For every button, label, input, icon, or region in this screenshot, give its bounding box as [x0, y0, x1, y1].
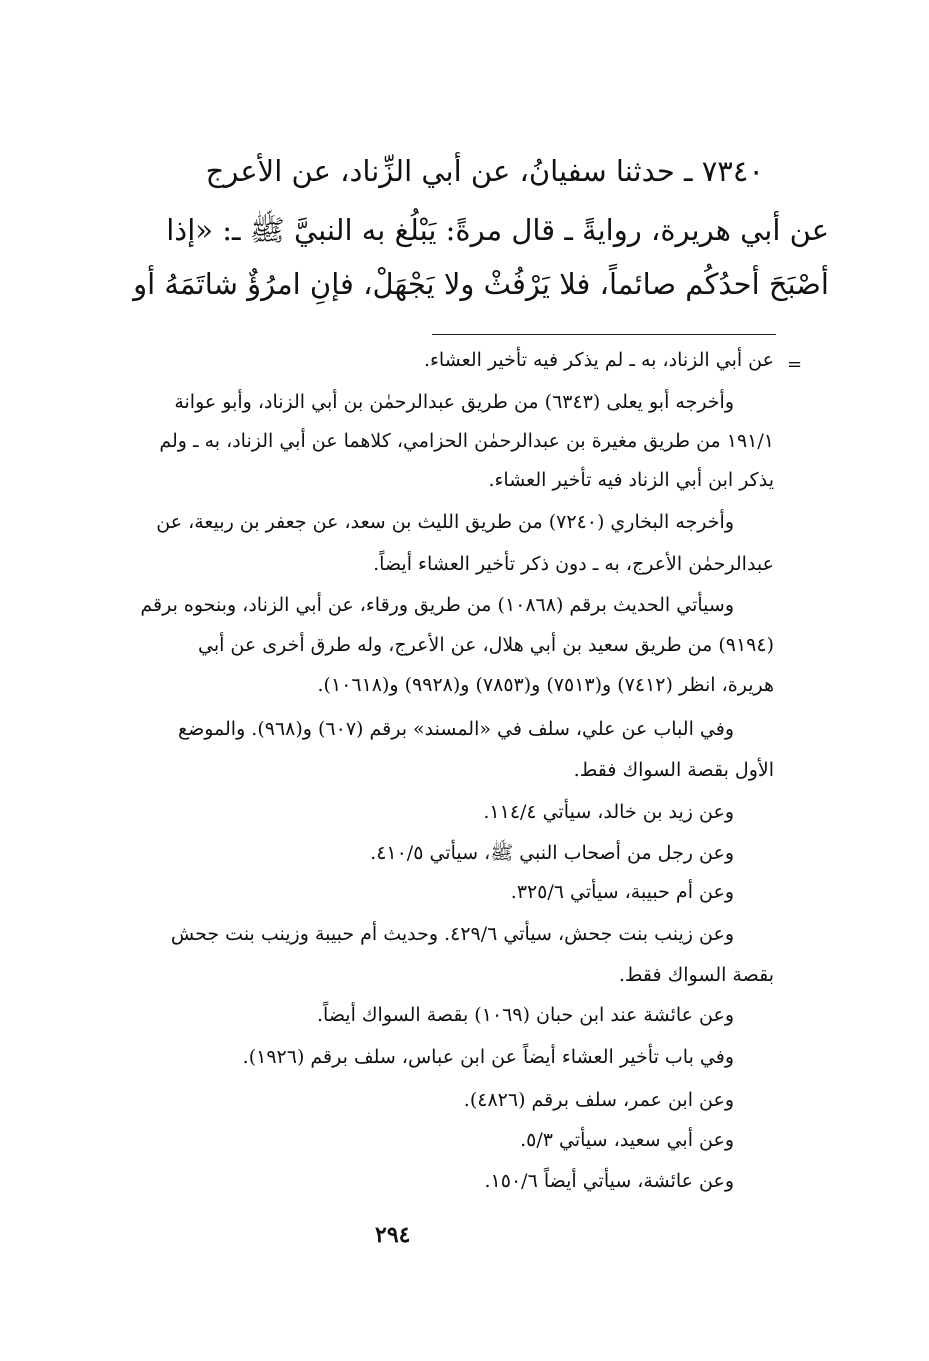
footnote-line: وأخرجه البخاري (٧٢٤٠) من طريق الليث بن سعد، عن جعفر بن ربيعة، عن — [156, 511, 734, 533]
footnote-line: وعن زيد بن خالد، سيأتي ١١٤/٤. — [483, 801, 734, 823]
footnote-line: وعن رجل من أصحاب النبي ﷺ، سيأتي ٤١٠/٥. — [370, 842, 734, 864]
footnote-line: وعن عائشة، سيأتي أيضاً ١٥٠/٦. — [484, 1170, 734, 1192]
footnote-line: وعن ابن عمر، سلف برقم (٤٨٢٦). — [463, 1089, 734, 1111]
footnote-line: ١٩١/١ من طريق مغيرة بن عبدالرحمٰن الحزامي، كلاهما عن أبي الزناد، به ـ ولم — [159, 430, 774, 452]
footnote-line: الأول بقصة السواك فقط. — [573, 759, 774, 781]
footnote-line: عن أبي الزناد، به ـ لم يذكر فيه تأخير العشاء. — [423, 349, 774, 371]
footnote-line: وعن عائشة عند ابن حبان (١٠٦٩) بقصة السواك أيضاً. — [316, 1004, 734, 1026]
footnote-line: بقصة السواك فقط. — [618, 964, 774, 986]
footnote-line: وفي باب تأخير العشاء أيضاً عن ابن عباس، سلف برقم (١٩٢٦). — [242, 1046, 734, 1068]
hadith-line-1: ٧٣٤٠ ـ حدثنا سفيانُ، عن أبي الزِّناد، عن الأعرج — [205, 154, 764, 188]
hadith-line-2: عن أبي هريرة، روايةً ـ قال مرةً: يَبْلُغ به النبيَّ ﷺ ـ: «إذا — [166, 213, 829, 247]
hadith-line-3: أصْبَحَ أحدُكُم صائماً، فلا يَرْفُثْ ولا يَجْهَلْ، فإنِ امرُؤٌ شاتَمَهُ أو — [133, 267, 829, 301]
footnote-line: (٩١٩٤) من طريق سعيد بن أبي هلال، عن الأعرج، وله طرق أخرى عن أبي — [197, 634, 774, 656]
footnote-line: وسيأتي الحديث برقم (١٠٨٦٨) من طريق ورقاء، عن أبي الزناد، وبنحوه برقم — [140, 594, 734, 616]
page-number: ٢٩٤ — [375, 1222, 411, 1248]
footnote-divider — [432, 334, 776, 335]
footnote-line: وعن أم حبيبة، سيأتي ٣٢٥/٦. — [510, 881, 734, 903]
footnote-line: وأخرجه أبو يعلى (٦٣٤٣) من طريق عبدالرحمٰن بن أبي الزناد، وأبو عوانة — [174, 391, 734, 413]
footnote-line: وعن زينب بنت جحش، سيأتي ٤٢٩/٦. وحديث أم حبيبة وزينب بنت جحش — [170, 923, 734, 945]
footnote-line: وعن أبي سعيد، سيأتي ٥/٣. — [520, 1129, 734, 1151]
footnote-continuation-mark: = — [787, 354, 803, 375]
footnote-line: هريرة، انظر (٧٤١٢) و(٧٥١٣) و(٧٨٥٣) و(٩٩٢٨) و(١٠٦١٨). — [317, 674, 774, 696]
footnote-line: عبدالرحمٰن الأعرج، به ـ دون ذكر تأخير العشاء أيضاً. — [373, 553, 774, 575]
footnote-line: وفي الباب عن علي، سلف في «المسند» برقم (٦٠٧) و(٩٦٨). والموضع — [177, 718, 734, 740]
footnote-line: يذكر ابن أبي الزناد فيه تأخير العشاء. — [488, 469, 774, 491]
